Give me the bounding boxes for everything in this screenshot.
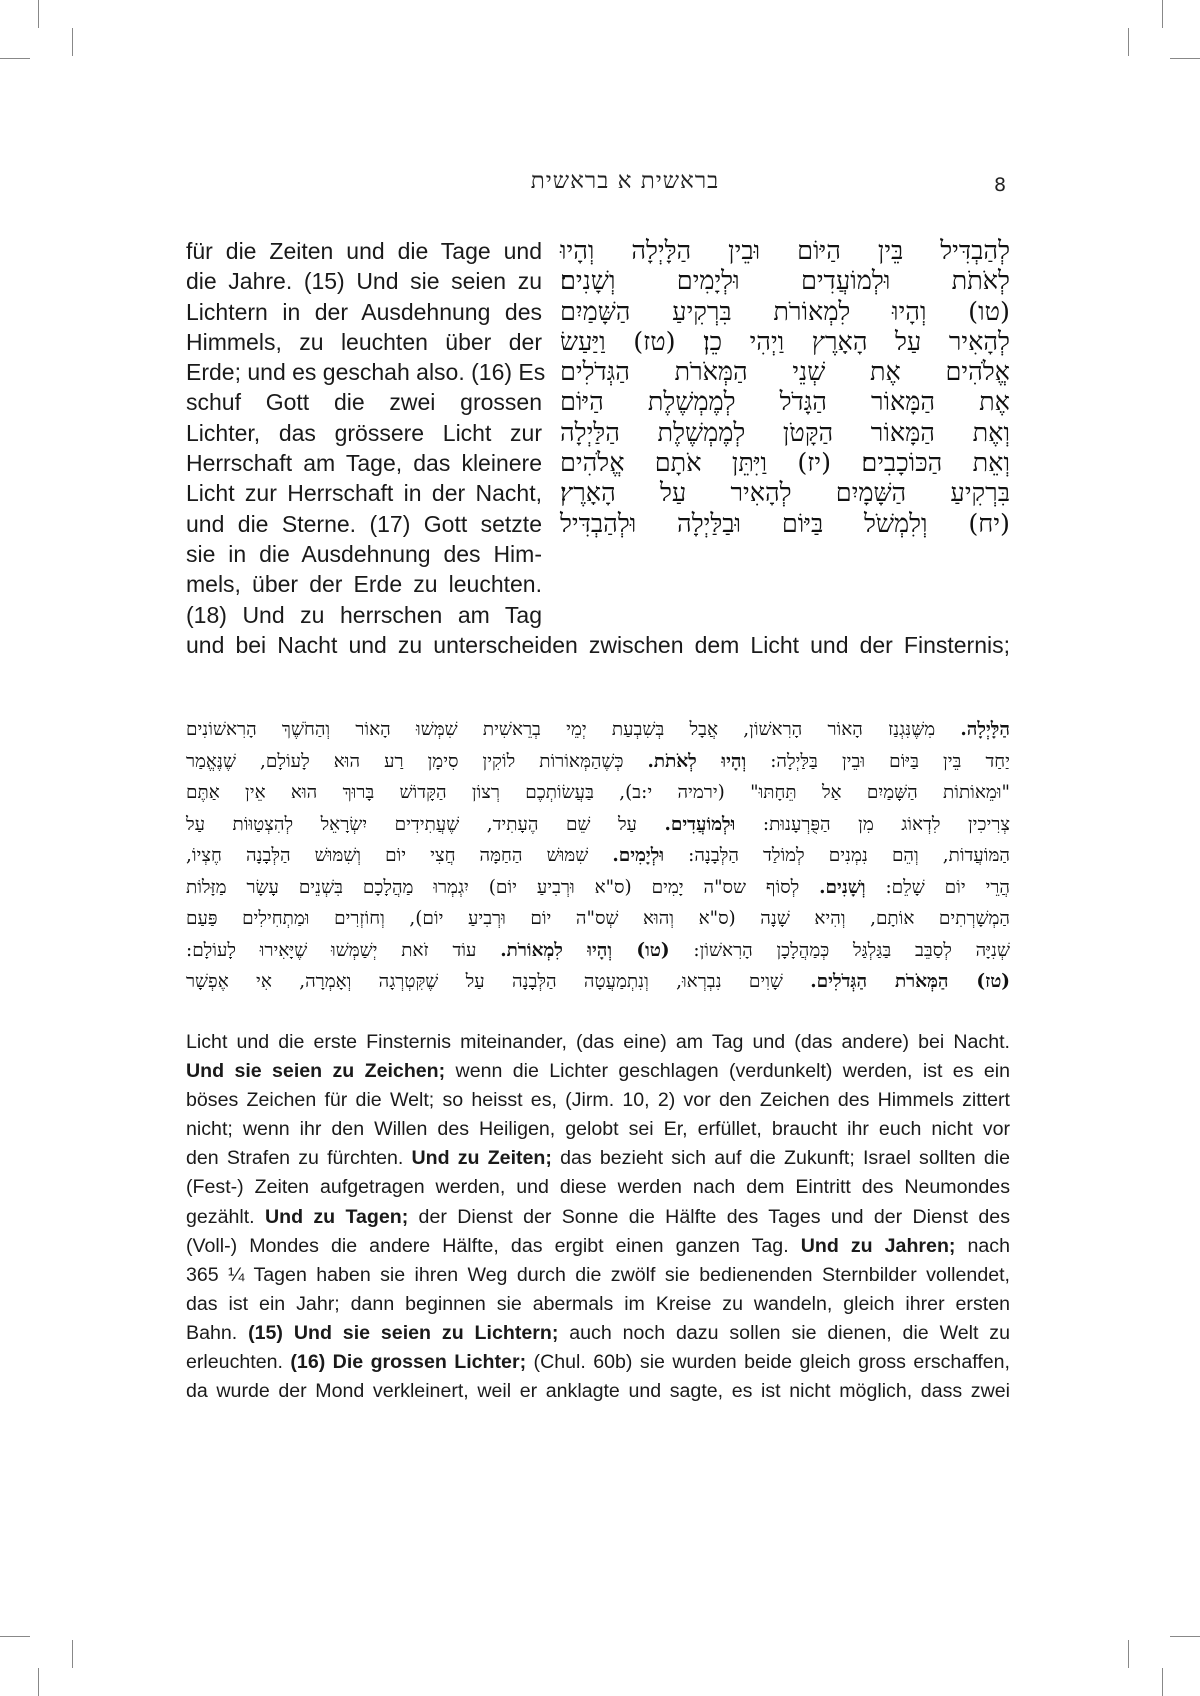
hebrew-line: אֱלֹהִים אֶת שְׁנֵי הַמְּאֹרֹת הַגְּדֹלִים <box>560 357 1010 388</box>
commentary-line <box>186 840 1010 872</box>
text-run: 365 ¼ Tagen haben sie ihren Weg durch die zwölf sie bedienenden Sternbilder vollendet, <box>186 1263 1010 1286</box>
hebrew-line: בִּרְקִיעַ הַשָּׁמָיִם לְהָאִיר עַל הָאָרֶץ׃ <box>560 478 1010 509</box>
hebrew-verse-text <box>560 236 1010 539</box>
translation-line <box>186 1173 1010 1202</box>
hebrew-line: אֶת הַמָּאוֹר הַגָּדֹל לְמֶמְשֶׁלֶת הַיּוֹם <box>560 387 1010 418</box>
translation-line <box>186 1144 1010 1173</box>
german-line: Erde; und es geschah also. (16) Es <box>186 359 546 386</box>
translation-line <box>186 1232 1010 1261</box>
translation-line <box>186 1290 1010 1319</box>
crop-mark <box>1170 58 1200 59</box>
german-line: und die Sterne. (17) Gott setzte <box>186 510 542 537</box>
text-run: nicht; wenn ihr den Willen des Heiligen, gelobt sei Er, erfüllet, braucht ihr euch nicht vor <box>186 1118 1010 1141</box>
bold-lemma: Und zu Tagen; <box>264 1205 409 1228</box>
german-line: für die Zeiten und die Tage und <box>186 238 542 264</box>
crop-mark <box>1128 1640 1129 1668</box>
commentary-line <box>186 872 1010 904</box>
german-line: Lichter, das grössere Licht zur <box>186 419 542 446</box>
commentary-line <box>186 777 1010 809</box>
crop-mark <box>38 1668 39 1696</box>
translation-line <box>186 1028 1010 1057</box>
text-run: (Fest-) Zeiten aufgetragen werden, und diese werden nach dem Eintritt des Neumondes <box>186 1176 1010 1199</box>
text-run: מִשֶּׁנִּגְנַז הָאוֹר הָרִאשׁוֹן, אֲבָל בְּשִׁבְעַת יְמֵי בְרֵאשִׁית שִׁמְּשׁוּ הָאוֹר וְהַחֹשֶׁךְ הָרִאשׁוֹנִים <box>186 719 961 740</box>
crop-mark <box>1170 1636 1200 1637</box>
hebrew-line: (יח) וְלִמְשֹׁל בַּיּוֹם וּבַלַּיְלָה וּלְהַבְדִּיל <box>560 508 1010 539</box>
commentary-line <box>186 714 1010 746</box>
text-run: יַחַד בֵּין בַּיּוֹם וּבֵין בַּלַּיְלָה: <box>746 750 1010 772</box>
commentary-line <box>186 935 1010 967</box>
crop-mark <box>72 1640 73 1668</box>
german-line: (18) Und zu herrschen am Tag <box>186 601 542 628</box>
german-line: Himmels, zu leuchten über der <box>186 328 542 355</box>
crop-mark <box>1128 28 1129 56</box>
commentary-line <box>186 809 1010 841</box>
text-run: da wurde der Mond verkleinert, weil er anklagte und sagte, es ist nicht möglich, dass zwei <box>186 1380 1010 1403</box>
translation-line <box>186 1348 1010 1377</box>
hebrew-line: לְאֹתֹת וּלְמוֹעֲדִים וּלְיָמִים וְשָׁנִים׃ <box>560 266 1010 297</box>
hebrew-line: (טו) וְהָיוּ לִמְאוֹרֹת בִּרְקִיעַ הַשָּׁמַיִם <box>560 296 1010 327</box>
german-line: Lichtern in der Ausdehnung des <box>186 298 542 325</box>
text-run: הַמּוֹעֲדוֹת, וְהֵם נִמְנִים לְמוֹלַד הַלְּבָנָה: <box>664 845 1010 866</box>
rashi-commentary <box>186 714 1010 998</box>
text-run: שְׁנִיָּה לְסַבֵּב בַּגַּלְגַּל כְּמַהֲלָכָן הָרִאשׁוֹן: <box>669 939 1010 961</box>
german-line: die Jahre. (15) Und sie seien zu <box>186 268 542 295</box>
text-run: wenn die Lichter geschlagen (verdunkelt) werden, ist es ein <box>445 1060 1010 1083</box>
text-run: auch noch dazu sollen sie dienen, die Welt zu <box>558 1321 1010 1344</box>
crop-mark <box>1162 1668 1163 1696</box>
text-run: erleuchten. <box>186 1351 291 1374</box>
text-run: עוֹד זֹאת יְשַׁמְּשׁוּ שֶׁיָּאִירוּ לָעוֹלָם: <box>186 939 501 961</box>
translation-line <box>186 1203 1010 1232</box>
text-run: כְּשֶׁהַמְּאוֹרוֹת לוֹקִין סִימָן רַע הוּא לָעוֹלָם, שֶׁנֶּאֱמַר <box>186 750 648 772</box>
translation-line <box>186 1377 1010 1406</box>
text-run: "וּמֵאוֹתוֹת הַשָּׁמַיִם אַל תֵּחָתּוּ" (ירמיה י:ב), בַּעֲשׂוֹתְכֶם רְצוֹן הַקָּדוֹשׁ בָּרוּךְ הוּא אֵין אַתֶּם <box>186 782 1010 803</box>
translation-line <box>186 1319 1010 1348</box>
text-run: (Voll-) Mondes die andere Hälfte, das ergibt einen ganzen Tag. <box>186 1234 801 1257</box>
commentary-line <box>186 966 1010 998</box>
text-run: שִׁמּוּשׁ הַחַמָּה חֲצִי יוֹם וְשִׁמּוּשׁ הַלְּבָנָה חֶצְיוֹ, <box>186 845 613 866</box>
bold-lemma: וְהָיוּ לְאֹתֹת. <box>647 750 747 772</box>
bold-lemma: Und sie seien zu Zeichen; <box>186 1060 446 1083</box>
commentary-translation <box>186 1028 1010 1406</box>
german-verse-text <box>186 236 560 630</box>
bold-lemma: (טו) וְהָיוּ לִמְאוֹרֹת. <box>500 939 670 961</box>
text-run: böses Zeichen für die Welt; so heisst es, (Jirm. 10, 2) vor den Zeichen des Himmels zittert <box>186 1089 1010 1112</box>
text-run: הַמְשָׁרְתִים אוֹתָם, וְהִיא שָׁנָה (ס"א וְהוּא שְׁס"ה יוֹם וּרְבִיעַ יוֹם), וְחוֹזְרִים וּמַתְחִילִים פַּעַם <box>186 908 1010 929</box>
crop-mark <box>0 1636 30 1637</box>
crop-mark <box>1162 0 1163 28</box>
translation-line <box>186 1057 1010 1086</box>
bold-lemma: Und zu Zeiten; <box>411 1147 552 1170</box>
text-run: den Strafen zu fürchten. <box>186 1147 412 1170</box>
page-number: 8 <box>994 174 1007 196</box>
german-line: mels, über der Erde zu leuchten. <box>186 571 542 598</box>
german-verse-full-line: und bei Nacht und zu unterscheiden zwischen dem Licht und der Finsternis; <box>186 632 1010 658</box>
text-run: צְרִיכִין לִדְאוֹג מִן הַפֻּרְעָנוּת: <box>735 813 1010 835</box>
bold-lemma: וּלְיָמִים. <box>612 845 665 866</box>
bold-lemma: (16) Die grossen Lichter; <box>290 1351 527 1374</box>
text-run: der Dienst der Sonne die Hälfte des Tages und der Dienst des <box>408 1205 1010 1228</box>
running-head: בראשית א בראשית <box>530 168 720 194</box>
translation-line <box>186 1086 1010 1115</box>
german-line: sie in die Ausdehnung des Him- <box>186 540 542 567</box>
hebrew-line: לְהָאִיר עַל הָאָרֶץ וַיְהִי כֵן׃ (טז) וַיַּעַשׂ <box>560 326 1010 357</box>
commentary-line <box>186 746 1010 778</box>
bold-lemma: וְשָׁנִים. <box>819 876 866 898</box>
translation-line <box>186 1261 1010 1290</box>
text-run: הֲרֵי יוֹם שָׁלֵם: <box>865 876 1010 898</box>
german-line: Licht zur Herrschaft in der Nacht, <box>186 480 542 507</box>
text-run: gezählt. <box>186 1205 265 1228</box>
bold-lemma: וּלְמוֹעֲדִים. <box>664 813 736 835</box>
crop-mark <box>38 0 39 28</box>
text-run: לְסוֹף שס"ה יָמִים (ס"א וּרְבִיעַ יוֹם) יִגְמְרוּ מַהֲלָכָם בִּשְׁנֵים עָשָׂר מַזָּלוֹת <box>186 876 820 898</box>
text-run: das ist ein Jahr; dann beginnen sie abermals im Kreise zu wandeln, gleich ihrer ersten <box>186 1292 1010 1315</box>
text-run: Bahn. <box>186 1321 249 1344</box>
commentary-line <box>186 903 1010 935</box>
bold-lemma: (15) Und sie seien zu Lichtern; <box>248 1321 559 1344</box>
text-run: (Chul. 60b) sie wurden beide gleich gross erschaffen, <box>526 1351 1010 1374</box>
crop-mark <box>0 58 30 59</box>
text-run: nach <box>955 1234 1010 1257</box>
bold-lemma: הַלָּיְלָה. <box>960 719 1010 740</box>
bold-lemma: (טז) הַמְּאֹרֹת הַגְּדֹלִים. <box>810 971 1011 992</box>
german-line: schuf Gott die zwei grossen <box>186 389 542 416</box>
bold-lemma: Und zu Jahren; <box>800 1234 956 1257</box>
german-line: Herrschaft am Tage, das kleinere <box>186 450 542 477</box>
text-run: Licht und die erste Finsternis miteinander, (das eine) am Tag und (das andere) bei Nacht. <box>186 1031 1010 1053</box>
hebrew-line: וְאֶת הַמָּאוֹר הַקָּטֹן לְמֶמְשֶׁלֶת הַלַּיְלָה <box>560 417 1010 448</box>
translation-line <box>186 1115 1010 1144</box>
crop-mark <box>72 28 73 56</box>
hebrew-line: וְאֵת הַכּוֹכָבִים׃ (יז) וַיִּתֵּן אֹתָם אֱלֹהִים <box>560 448 1010 479</box>
text-run: שָׁוִים נִבְרְאוּ, וְנִתְמַעֲטָה הַלְּבָנָה עַל שֶׁקִּטְרְגָה וְאָמְרָה, אִי אֶפְשָׁר <box>186 971 811 992</box>
text-run: עַל שֵׁם הֶעָתִיד, שֶׁעֲתִידִים יִשְׂרָאֵל לְהִצְטַוּוֹת עַל <box>186 813 665 835</box>
text-run: das bezieht sich auf die Zukunft; Israel sollten die <box>551 1147 1011 1170</box>
hebrew-line: לְהַבְדִּיל בֵּין הַיּוֹם וּבֵין הַלָּיְלָה וְהָיוּ <box>560 236 1010 266</box>
